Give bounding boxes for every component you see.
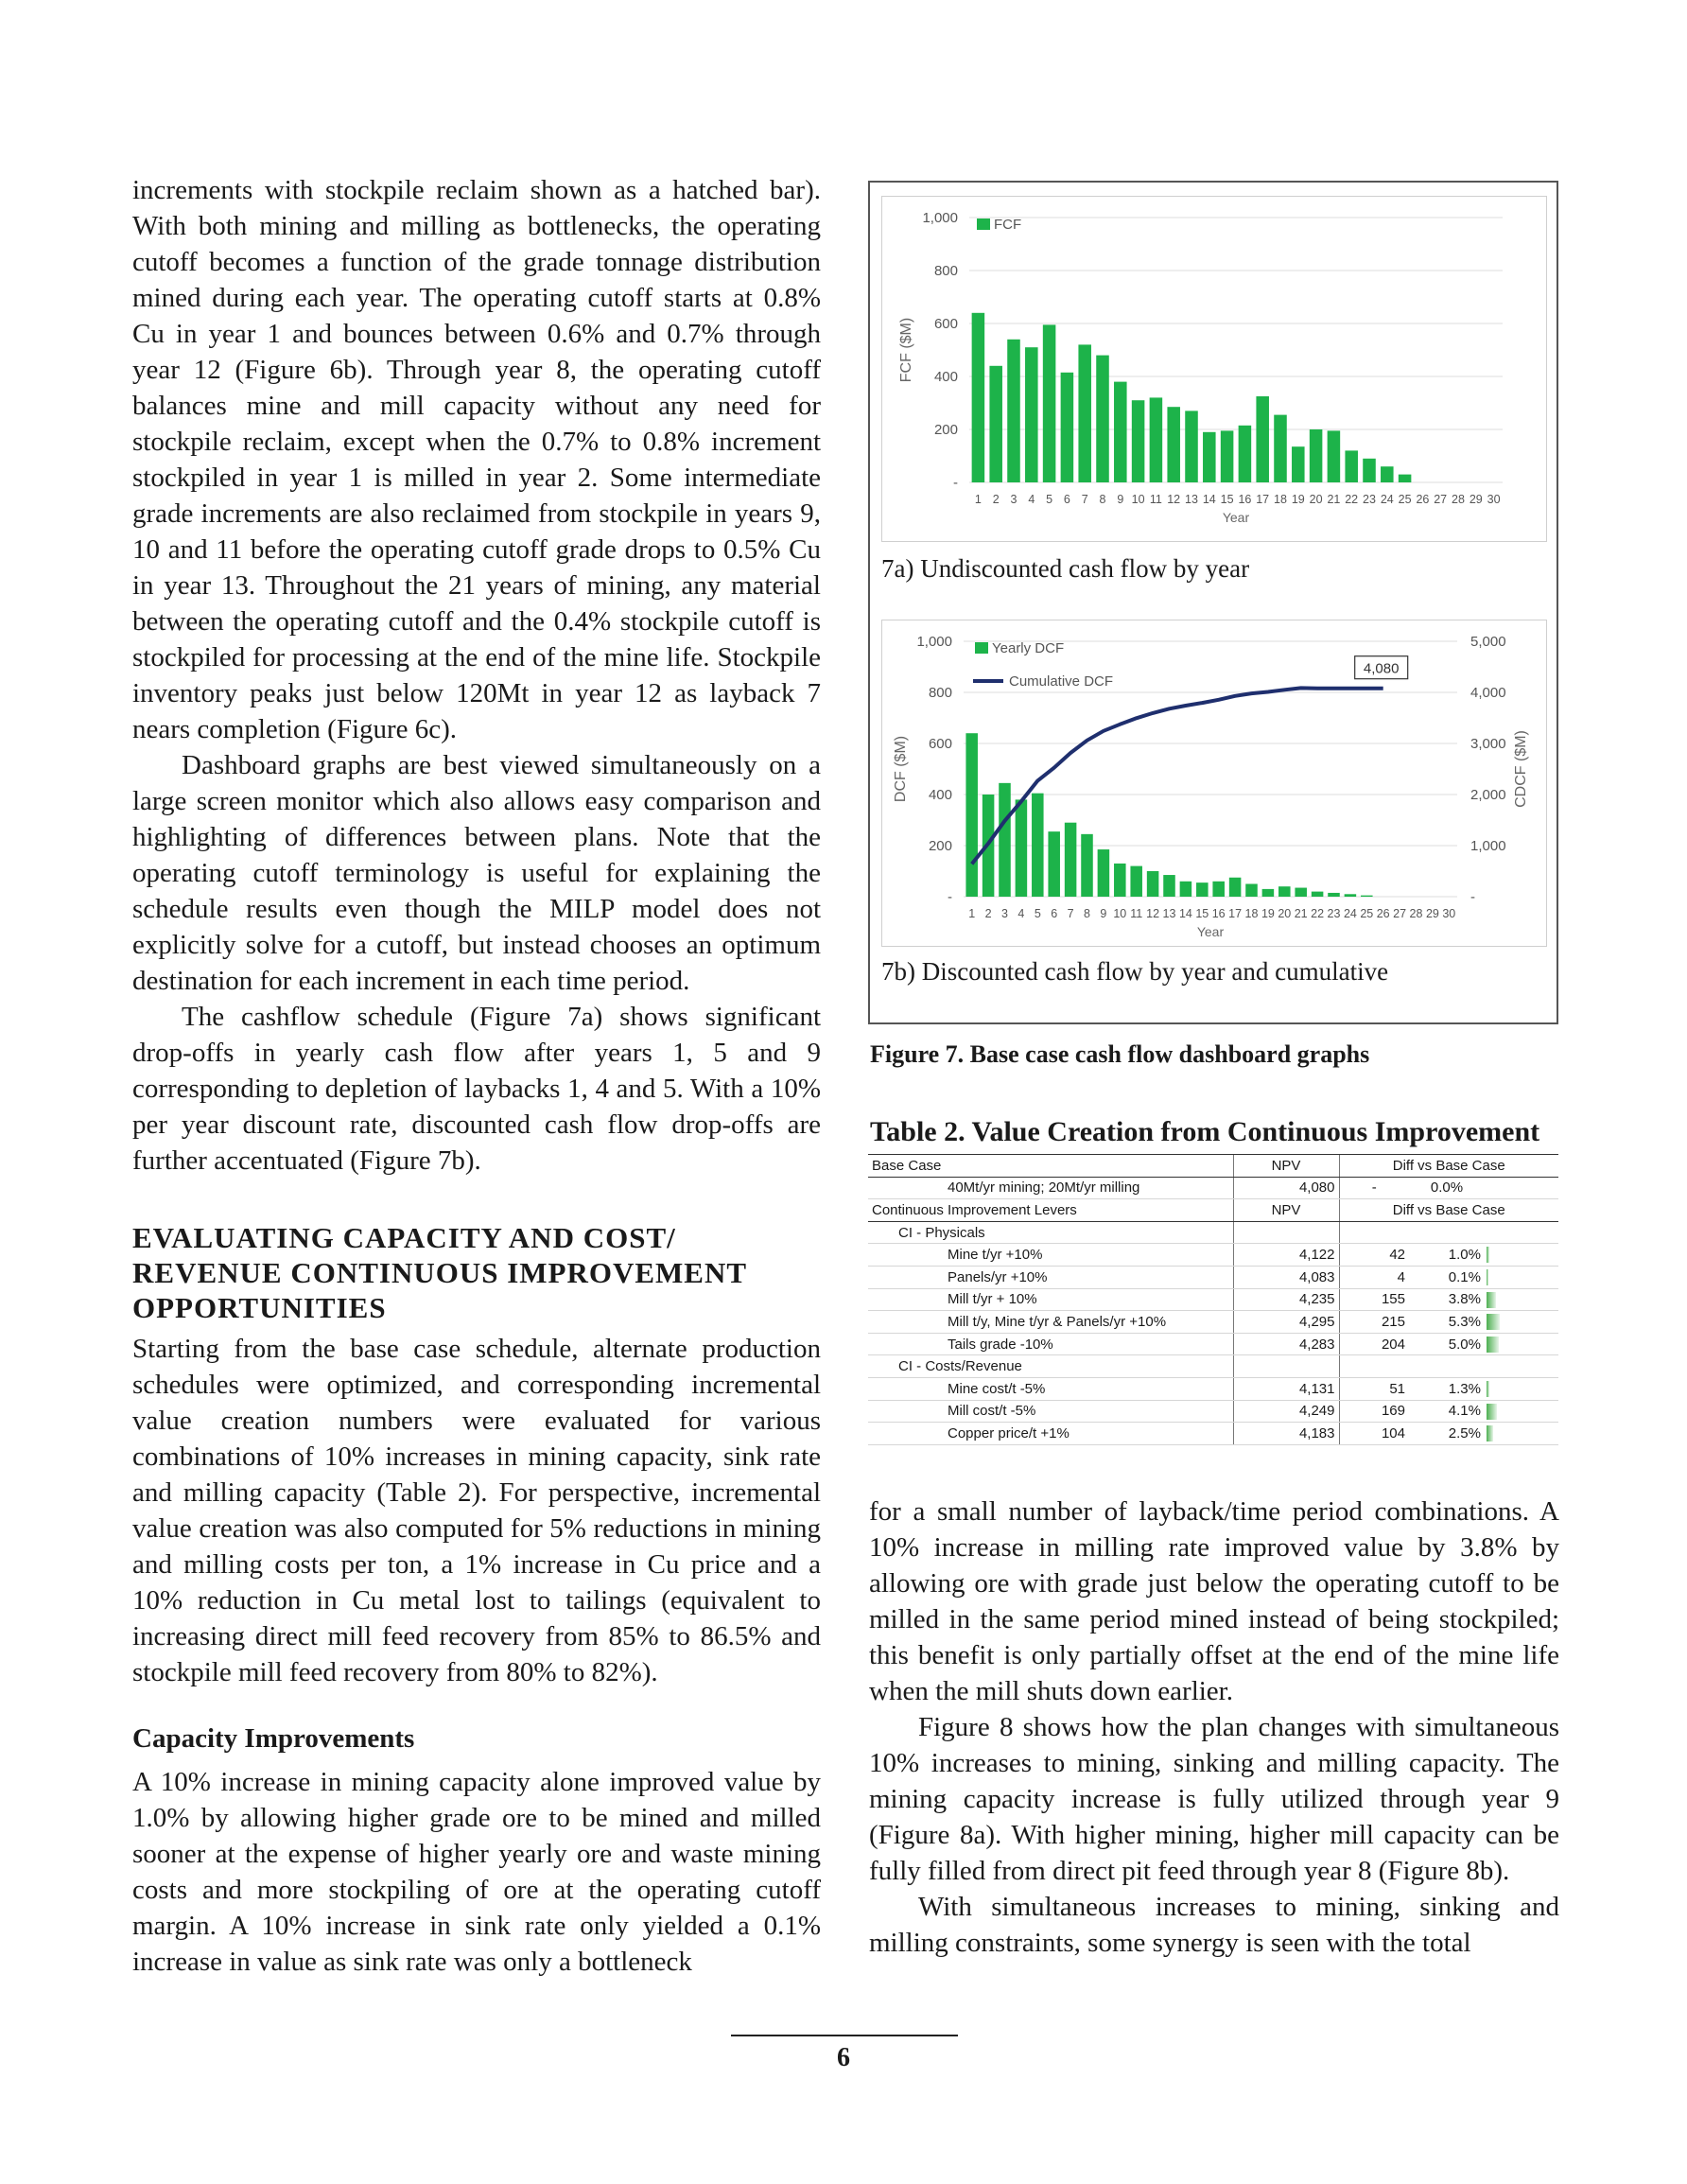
bar (1065, 823, 1077, 897)
y-tick-label: - (953, 475, 958, 491)
bar (1147, 871, 1159, 897)
bar (1130, 866, 1142, 897)
x-tick-label: 10 (1113, 907, 1127, 920)
bar (1361, 896, 1373, 897)
row-pct: 2.5% (1409, 1423, 1485, 1445)
row-databar-cell (1485, 1244, 1558, 1267)
bar (1363, 459, 1376, 482)
row-diff: 51 (1339, 1377, 1409, 1400)
x-tick-label: 24 (1343, 907, 1357, 920)
body-paragraph: for a small number of layback/time period combinations. A 10% increase in milling rate improved value by 3.8% by allowing ore with grade just below the operating cutoff to be milled in the same period mined instead of being stockpiled; this benefit is only partially offset at the end of the mine life when the mill shuts down earlier. (869, 1496, 1559, 1706)
bar (999, 783, 1011, 897)
bar (1114, 864, 1126, 897)
row-databar-cell (1485, 1377, 1558, 1400)
x-tick-label: 3 (1001, 907, 1008, 920)
y-axis-label: FCF ($M) (898, 317, 914, 383)
body-paragraph: The cashflow schedule (Figure 7a) shows significant drop-offs in yearly cash flow after years 1, 5 and 9 corresponding to depletion of laybacks 1, 4 and 5. With a 10% per year discount rate, discounted cash flow drop-offs are further accentuated (Figure 7b). (132, 1002, 821, 1176)
x-axis-label: Year (1196, 924, 1225, 939)
row-databar (1487, 1269, 1488, 1285)
body-paragraph: Starting from the base case schedule, alternate production schedules were optimized, and corresponding incremental value creation numbers were evaluated for various combinations of 10% increases in mining capacity, sink rate and milling capacity (Table 2). For perspective, incremental value creation was also computed for 5% reductions in mining and milling costs per ton, a 1% increase in Cu price and a 10% reduction in Cu metal lost to tailings (equivalent to increasing direct mill feed recovery from 85% to 86.5% and stockpile mill feed recovery from 80% to 82%). (132, 1334, 821, 1687)
row-databar (1487, 1247, 1489, 1263)
x-tick-label: 27 (1434, 493, 1448, 506)
bar (1229, 878, 1242, 897)
x-tick-label: 30 (1487, 493, 1501, 506)
body-paragraph: increments with stockpile reclaim shown as a hatched bar). With both mining and milling as bottlenecks, the operating cutoff becomes a function of the grade tonnage distribution mined during each year. The operating cutoff starts at 0.8% Cu in year 1 and bounces between 0.6% and 0.7% through year 12 (Figure 6b). Through year 8, the operating cutoff balances mine and mill capacity without any need for stockpile reclaim, except when the 0.7% to 0.8% increment stockpiled in year 1 is milled in year 2. Some intermediate grade increments are also reclaimed from stockpile in years 9, 10 and 11 before the operating cutoff grade drops to 0.5% Cu in year 13. Throughout the 21 years of mining, any material between the operating cutoff and the 0.4% stockpile cutoff is stockpiled for processing at the end of the mine life. Stockpile inventory peaks just below 120Mt in year 12 as layback 7 nears completion (Figure 6c). (132, 175, 821, 744)
group-label: CI - Costs/Revenue (895, 1355, 1233, 1378)
callout-label: 4,080 (1363, 660, 1400, 677)
row-databar (1487, 1314, 1500, 1330)
y-tick-label: 800 (928, 685, 952, 701)
bar (1114, 382, 1127, 482)
row-label: Mill t/yr + 10% (944, 1288, 1233, 1311)
row-diff: 204 (1339, 1333, 1409, 1355)
x-tick-label: 19 (1291, 493, 1305, 506)
row-npv: 4,283 (1233, 1333, 1339, 1355)
y-tick-label: 200 (933, 422, 958, 438)
y-tick-label: 400 (933, 369, 958, 385)
bar (1167, 407, 1180, 482)
x-tick-label: 1 (974, 493, 982, 506)
body-paragraph: A 10% increase in mining capacity alone improved value by 1.0% by allowing higher grade ore to be mined and milled sooner at the expense of higher yearly ore and waste mining costs and more stockpiling of ore at the operating cutoff margin. A 10% increase in sink rate only yielded a 0.1% increase in value as sink rate was only a bottleneck (132, 1767, 821, 1977)
bar (1239, 426, 1252, 482)
bar (1310, 429, 1323, 482)
y-tick-label: 800 (933, 263, 958, 279)
bar (1328, 430, 1341, 482)
bar (1345, 450, 1358, 482)
x-tick-label: 4 (1028, 493, 1035, 506)
row-label: Mine t/yr +10% (944, 1244, 1233, 1267)
row-databar-cell (1485, 1423, 1558, 1445)
y2-tick-label: 3,000 (1470, 736, 1506, 752)
row-databar-cell (1485, 1400, 1558, 1423)
bar (1163, 875, 1175, 897)
x-tick-label: 3 (1010, 493, 1017, 506)
x-tick-label: 15 (1195, 907, 1209, 920)
row-pct: 1.3% (1409, 1377, 1485, 1400)
row-pct: 3.8% (1409, 1288, 1485, 1311)
row-label: Mill t/y, Mine t/yr & Panels/yr +10% (944, 1311, 1233, 1334)
row-label: Mill cost/t -5% (944, 1400, 1233, 1423)
bar (1345, 894, 1357, 897)
bar (1185, 411, 1198, 482)
y-tick-label: 600 (928, 736, 952, 752)
legend-swatch (975, 642, 988, 654)
row-databar (1487, 1381, 1489, 1397)
x-tick-label: 4 (1017, 907, 1025, 920)
x-tick-label: 1 (968, 907, 976, 920)
header-npv: NPV (1233, 1155, 1339, 1178)
bar (1312, 892, 1324, 897)
row-npv: 4,295 (1233, 1311, 1339, 1334)
y-tick-label: 1,000 (916, 634, 952, 650)
x-tick-label: 25 (1360, 907, 1374, 920)
bar (1180, 882, 1192, 897)
row-label: Copper price/t +1% (944, 1423, 1233, 1445)
bar (1399, 475, 1412, 482)
x-tick-label: 2 (984, 907, 992, 920)
row-label: Mine cost/t -5% (944, 1377, 1233, 1400)
bar (1081, 834, 1093, 897)
y-tick-label: 600 (933, 316, 958, 332)
value-creation-table (868, 1154, 1558, 1445)
row-label: Panels/yr +10% (944, 1266, 1233, 1288)
x-tick-label: 20 (1278, 907, 1292, 920)
x-tick-label: 17 (1256, 493, 1270, 506)
row-pct: 0.1% (1409, 1266, 1485, 1288)
row-diff: 155 (1339, 1288, 1409, 1311)
x-tick-label: 29 (1425, 907, 1439, 920)
bar (1048, 831, 1060, 897)
table-header-row (868, 1199, 1558, 1222)
chart-7b-frame (881, 620, 1547, 947)
chart-7a (882, 197, 1546, 541)
row-diff: 4 (1339, 1266, 1409, 1288)
x-tick-label: 2 (992, 493, 1000, 506)
header-diff: Diff vs Base Case (1339, 1199, 1558, 1222)
y-tick-label: - (948, 889, 952, 905)
bar (1278, 886, 1291, 897)
bar (1212, 882, 1225, 897)
x-tick-label: 14 (1178, 907, 1192, 920)
x-tick-label: 21 (1327, 493, 1341, 506)
x-tick-label: 22 (1345, 493, 1359, 506)
x-tick-label: 22 (1311, 907, 1325, 920)
x-tick-label: 24 (1380, 493, 1394, 506)
bar (1032, 794, 1044, 897)
row-diff: 42 (1339, 1244, 1409, 1267)
row-databar (1487, 1404, 1497, 1420)
x-tick-label: 15 (1220, 493, 1234, 506)
legend-label: Cumulative DCF (1009, 673, 1114, 690)
row-diff: 169 (1339, 1400, 1409, 1423)
bar (1256, 396, 1269, 482)
x-tick-label: 29 (1469, 493, 1483, 506)
bar (1096, 356, 1109, 482)
page-number: 6 (837, 2043, 850, 2072)
row-pct: 0.0% (1409, 1177, 1485, 1199)
row-diff: - (1339, 1177, 1409, 1199)
header-npv: NPV (1233, 1199, 1339, 1222)
row-npv: 4,249 (1233, 1400, 1339, 1423)
row-label: Tails grade -10% (944, 1333, 1233, 1355)
bar (1043, 324, 1056, 482)
legend-label: FCF (994, 217, 1022, 233)
x-tick-label: 19 (1261, 907, 1275, 920)
table-row (868, 1400, 1558, 1423)
x-tick-label: 28 (1409, 907, 1423, 920)
x-tick-label: 9 (1117, 493, 1124, 506)
row-npv: 4,183 (1233, 1423, 1339, 1445)
body-paragraph: With simultaneous increases to mining, sinking and milling constraints, some synergy is seen with the total (869, 1892, 1559, 1958)
bar (972, 313, 985, 482)
x-tick-label: 13 (1185, 493, 1198, 506)
row-npv: 4,131 (1233, 1377, 1339, 1400)
x-tick-label: 18 (1274, 493, 1287, 506)
x-tick-label: 26 (1376, 907, 1390, 920)
x-tick-label: 7 (1067, 907, 1074, 920)
table-row (868, 1177, 1558, 1199)
row-label: 40Mt/yr mining; 20Mt/yr milling (944, 1177, 1233, 1199)
x-tick-label: 7 (1081, 493, 1088, 506)
table-header-row (868, 1155, 1558, 1178)
table-row (868, 1423, 1558, 1445)
x-tick-label: 8 (1099, 493, 1106, 506)
left-column (132, 172, 821, 1980)
row-npv: 4,235 (1233, 1288, 1339, 1311)
bar (1007, 340, 1020, 482)
bar (989, 366, 1002, 482)
x-tick-label: 6 (1051, 907, 1058, 920)
table-group-row (868, 1355, 1558, 1378)
x-tick-label: 23 (1327, 907, 1341, 920)
figure-7-box (868, 181, 1558, 1024)
x-tick-label: 6 (1063, 493, 1070, 506)
x-tick-label: 5 (1034, 907, 1041, 920)
bar (1132, 400, 1145, 482)
x-tick-label: 20 (1309, 493, 1323, 506)
bar (1292, 446, 1305, 482)
y2-tick-label: 5,000 (1470, 634, 1506, 650)
row-diff: 104 (1339, 1423, 1409, 1445)
x-tick-label: 28 (1452, 493, 1465, 506)
right-column (869, 1494, 1559, 1961)
x-tick-label: 26 (1416, 493, 1430, 506)
bar (1025, 347, 1038, 482)
row-databar-cell (1485, 1266, 1558, 1288)
bar (1221, 430, 1234, 482)
table-row (868, 1377, 1558, 1400)
x-tick-label: 13 (1162, 907, 1176, 920)
body-paragraph: Dashboard graphs are best viewed simultaneously on a large screen monitor which also allows easy comparison and highlighting of differences between plans. Note that the operating cutoff terminology is useful for explaining the schedule results even though the MILP model does not explicitly solve for a cutoff, but instead chooses an optimum destination for each increment in each time period. (132, 750, 821, 996)
x-tick-label: 11 (1130, 907, 1143, 920)
bar (1078, 344, 1091, 482)
bar (1098, 849, 1110, 897)
bar (1016, 799, 1028, 897)
row-npv: 4,080 (1233, 1177, 1339, 1199)
table-row (868, 1311, 1558, 1334)
table-group-row (868, 1221, 1558, 1244)
row-npv: 4,122 (1233, 1244, 1339, 1267)
row-databar (1487, 1425, 1493, 1441)
x-tick-label: 25 (1398, 493, 1412, 506)
table-row (868, 1244, 1558, 1267)
chart-7b (882, 620, 1546, 946)
x-tick-label: 14 (1202, 493, 1216, 506)
row-pct: 5.3% (1409, 1311, 1485, 1334)
x-tick-label: 27 (1393, 907, 1407, 920)
x-tick-label: 16 (1238, 493, 1252, 506)
y2-axis-label: CDCF ($M) (1513, 730, 1529, 808)
table-title: Table 2. Value Creation from Continuous Improvement (870, 1116, 1540, 1147)
y-tick-label: 400 (928, 787, 952, 803)
chart-7a-frame (881, 196, 1547, 542)
bar (1381, 466, 1394, 482)
table-row (868, 1333, 1558, 1355)
row-databar-cell (1485, 1288, 1558, 1311)
x-tick-label: 9 (1100, 907, 1107, 920)
bar (1274, 415, 1287, 482)
bar (1245, 884, 1258, 898)
section-heading: EVALUATING CAPACITY AND COST/ REVENUE CONTINUOUS IMPROVEMENT OPPORTUNITIES (132, 1221, 747, 1324)
y2-tick-label: 2,000 (1470, 787, 1506, 803)
row-pct: 5.0% (1409, 1333, 1485, 1355)
legend-label: Yearly DCF (992, 640, 1065, 656)
row-pct: 4.1% (1409, 1400, 1485, 1423)
bar (1061, 373, 1074, 482)
legend-swatch (977, 218, 990, 230)
x-tick-label: 12 (1167, 493, 1181, 506)
row-npv: 4,083 (1233, 1266, 1339, 1288)
y2-tick-label: 4,000 (1470, 685, 1506, 701)
y-tick-label: 200 (928, 838, 952, 854)
row-diff: 215 (1339, 1311, 1409, 1334)
x-axis-label: Year (1222, 510, 1250, 525)
x-tick-label: 16 (1211, 907, 1226, 920)
bar (1150, 397, 1163, 482)
x-tick-label: 17 (1228, 907, 1243, 920)
row-databar-cell (1485, 1311, 1558, 1334)
page-rule (731, 2035, 958, 2036)
figure-7a-caption: 7a) Undiscounted cash flow by year (881, 554, 1250, 583)
figure-7b-caption: 7b) Discounted cash flow by year and cumulative (881, 957, 1389, 986)
bar (1295, 888, 1307, 897)
bar (1203, 432, 1216, 482)
x-tick-label: 23 (1363, 493, 1376, 506)
x-tick-label: 5 (1046, 493, 1053, 506)
x-tick-label: 11 (1149, 493, 1162, 506)
table-row (868, 1288, 1558, 1311)
bar (1328, 893, 1340, 897)
table-row (868, 1266, 1558, 1288)
y-tick-label: 1,000 (922, 210, 958, 226)
bar (965, 733, 978, 897)
y2-tick-label: - (1470, 889, 1475, 905)
x-tick-label: 30 (1442, 907, 1456, 920)
row-pct: 1.0% (1409, 1244, 1485, 1267)
header-label: Continuous Improvement Levers (868, 1199, 1233, 1222)
body-paragraph: Figure 8 shows how the plan changes with simultaneous 10% increases to mining, sinking and milling capacity. The mining capacity increase is fully utilized through year 9 (Figure 8a). With higher mining, higher mill capacity can be fully filled from direct pit feed through year 8 (Figure 8b). (869, 1712, 1559, 1886)
header-label: Base Case (868, 1155, 1233, 1178)
row-databar (1487, 1292, 1496, 1308)
x-tick-label: 8 (1084, 907, 1090, 920)
figure-caption: Figure 7. Base case cash flow dashboard graphs (870, 1040, 1370, 1068)
header-diff: Diff vs Base Case (1339, 1155, 1558, 1178)
x-tick-label: 18 (1244, 907, 1259, 920)
row-databar (1487, 1337, 1499, 1353)
bar (1262, 889, 1275, 897)
bar (1196, 882, 1209, 897)
x-tick-label: 12 (1146, 907, 1160, 920)
y-axis-label: DCF ($M) (893, 735, 909, 803)
y2-tick-label: 1,000 (1470, 838, 1506, 854)
sub-heading: Capacity Improvements (132, 1723, 415, 1754)
x-tick-label: 21 (1294, 907, 1308, 920)
group-label: CI - Physicals (895, 1221, 1233, 1244)
row-databar-cell (1485, 1333, 1558, 1355)
x-tick-label: 10 (1131, 493, 1145, 506)
